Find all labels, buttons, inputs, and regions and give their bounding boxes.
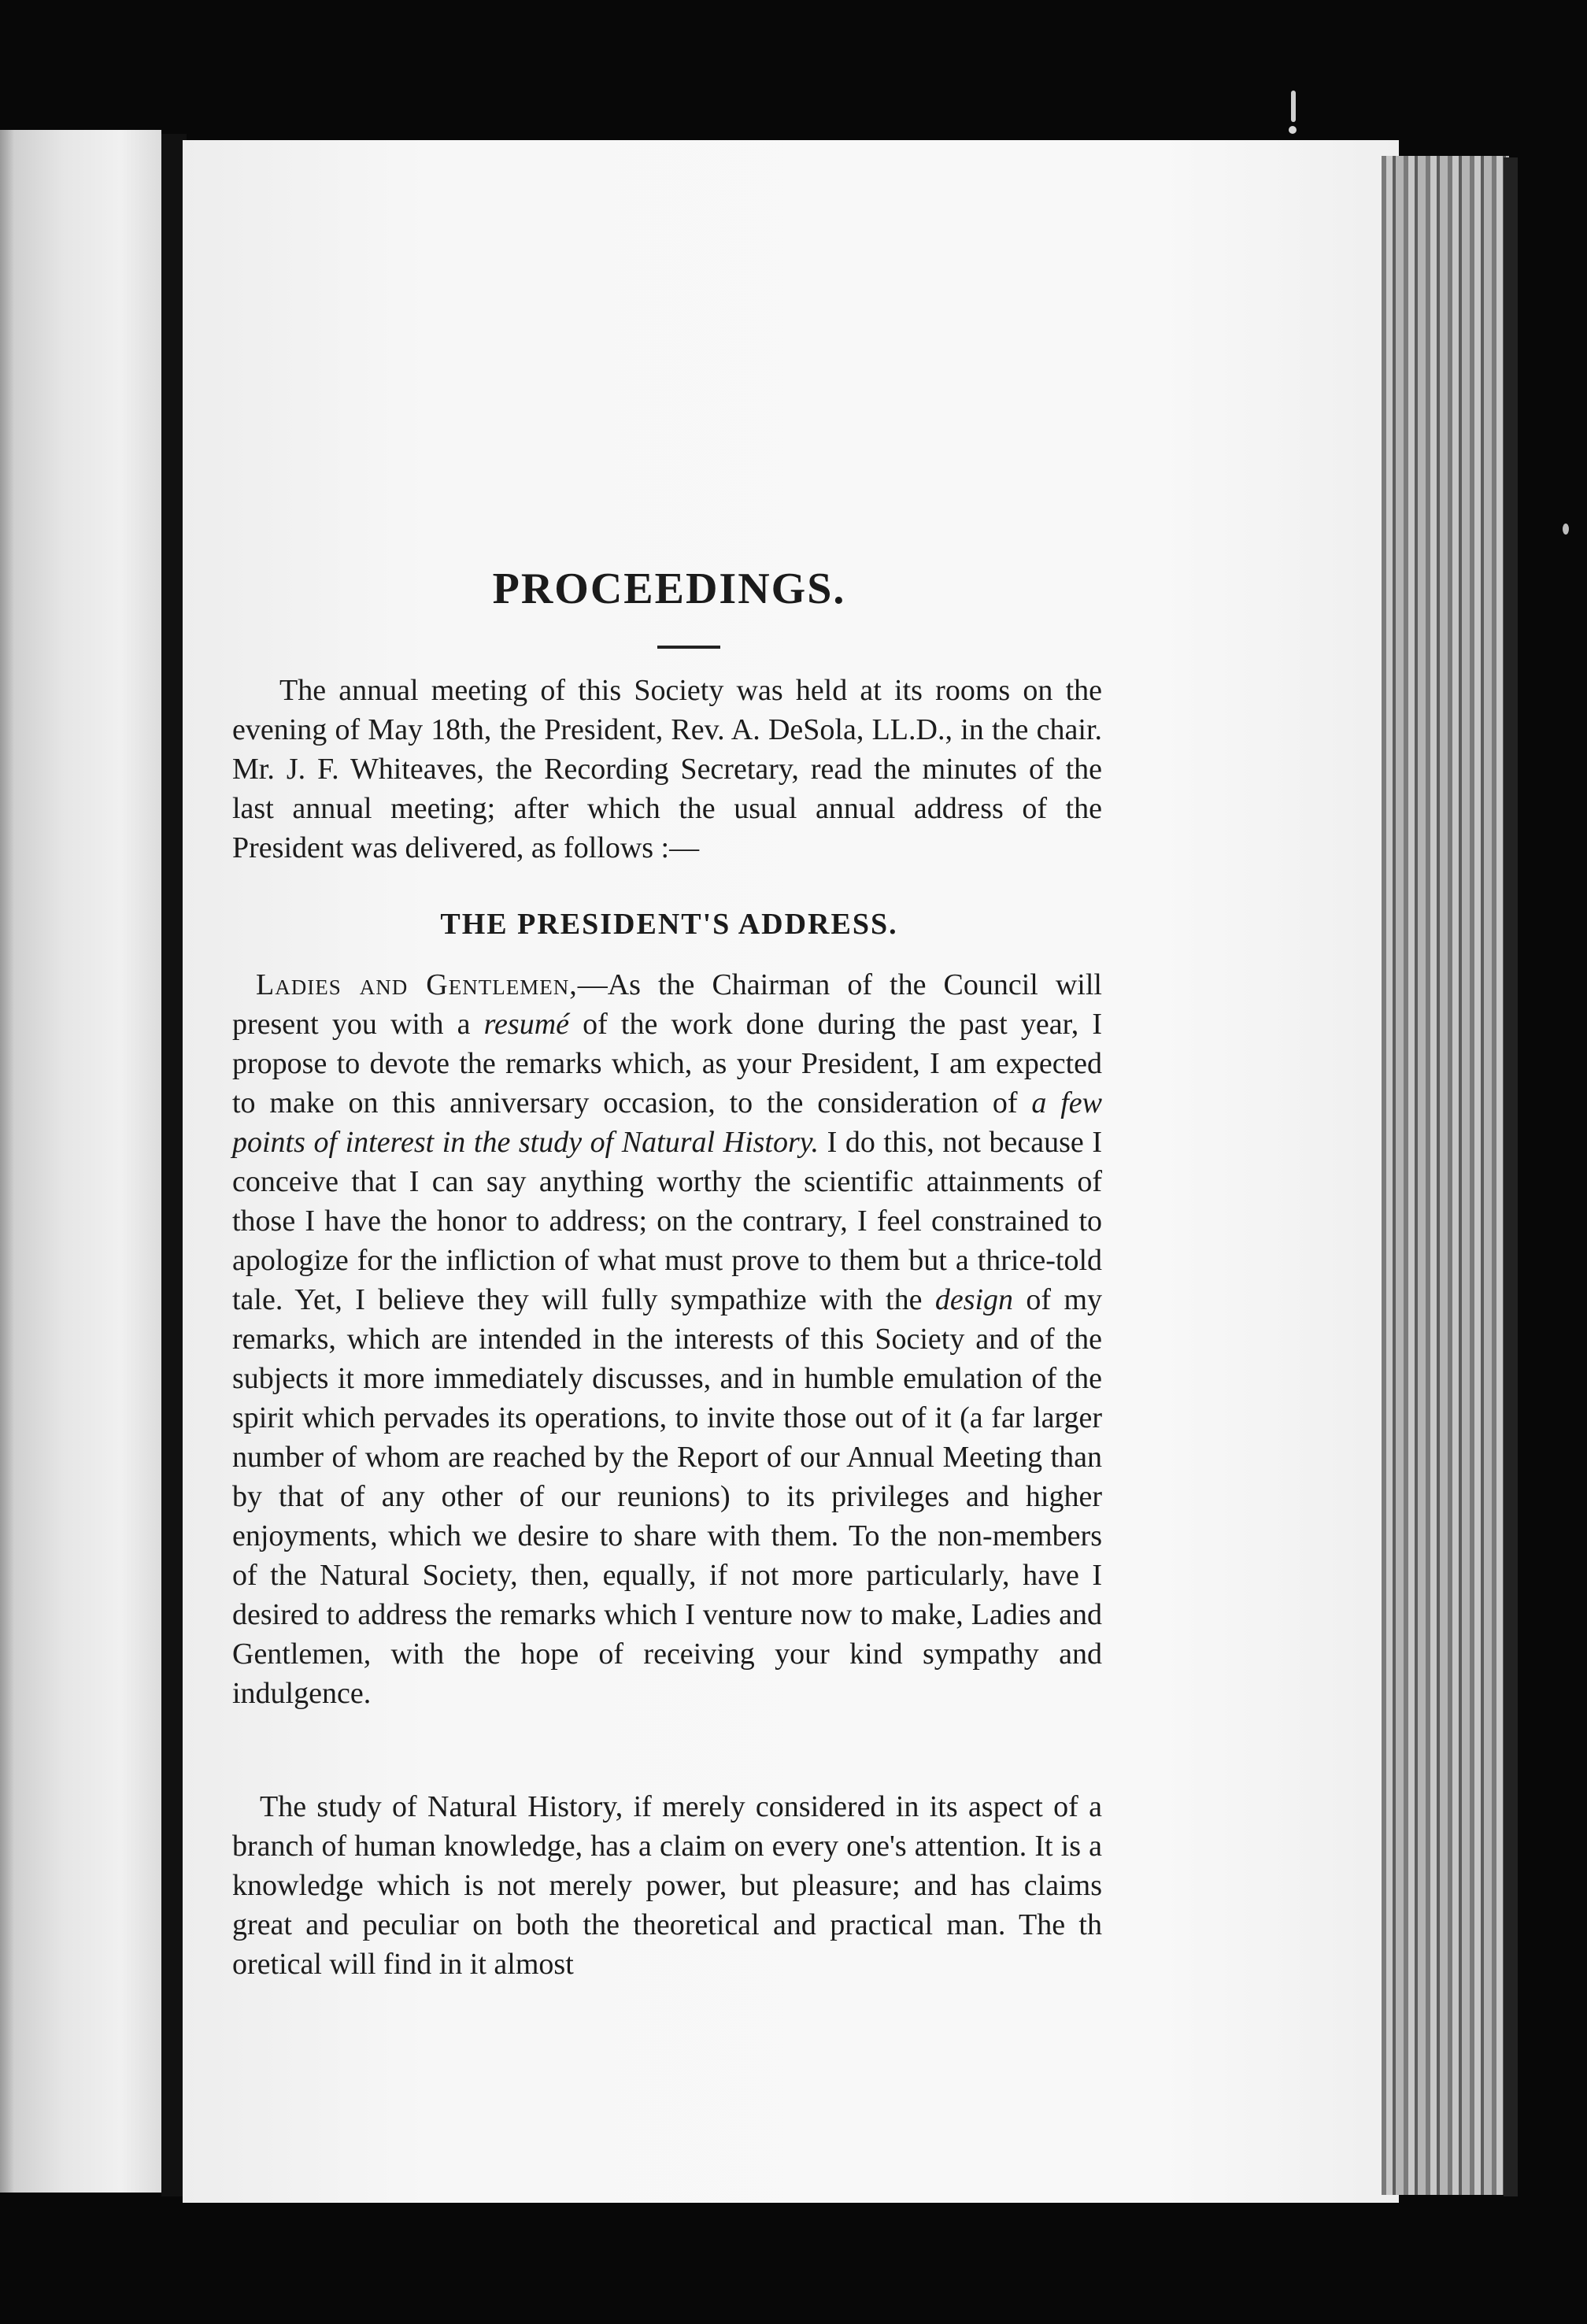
address-text-b: of the work done during the past year, I propose to devote the remarks which, as your President, I am expected to make on this anniversary occasion, to the consideration of <box>232 1008 1103 1119</box>
address-text-c: I do this, not because I conceive that I can say anything worthy the scientific attainments of those I have the honor to address; on the contrary, I feel constrained to apologize for the infliction of what must prove to them but a thrice-told tale. Yet, I believe they will fully sympathize with the <box>232 1126 1102 1316</box>
salutation: Ladies and Gentlemen, <box>256 968 578 1001</box>
page-edges <box>1382 156 1509 2195</box>
section-heading: THE PRESIDENT'S ADDRESS. <box>440 908 898 941</box>
title-rule <box>657 646 720 649</box>
page-title: PROCEEDINGS. <box>492 564 846 613</box>
address-paragraph <box>232 965 1102 1713</box>
italic-topic: a few points of interest in the study of Natural History. <box>232 1086 1102 1159</box>
address-text-a: —As the Chairman of the Council will present you with a <box>232 968 1102 1041</box>
italic-design: design <box>934 1283 1014 1316</box>
page-edges-shadow <box>1504 157 1518 2196</box>
final-paragraph: The study of Natural History, if merely considered in its aspect of a branch of human knowledge, has a claim on every one's attention. It is a knowledge which is not merely power, but pleasure; and has claims great and peculiar on both the theoretical and practical man. The th oretical will find in it almost <box>232 1790 1102 1981</box>
intro-paragraph: The annual meeting of this Society was held at its rooms on the evening of May 18th, the President, Rev. A. DeSola, LL.D., in the chair. Mr. J. F. Whiteaves, the Recording Secretary, read the minutes of the last annual meeting; after which the usual annual address of the President was delivered, as follows :— <box>232 674 1102 864</box>
italic-resume: resumé <box>483 1008 569 1041</box>
address-text-d: of my remarks, which are intended in the interests of this Society and of the subjects it more immediately discusses, and in humble emulation of the spirit which pervades its operations, to invite those out of it (a far larger number of whom are reached by the Report of our Annual Meeting than by that of any other of our reunions) to its privileges and higher enjoyments, which we desire to share with them. To the non-members of the Natural Society, then, equally, if not more particularly, have I desired to address the remarks which I venture now to make, Ladies and Gentlemen, with the hope of receiving your kind sympathy and indulgence. <box>232 1283 1102 1710</box>
facing-page-left <box>0 130 161 2193</box>
